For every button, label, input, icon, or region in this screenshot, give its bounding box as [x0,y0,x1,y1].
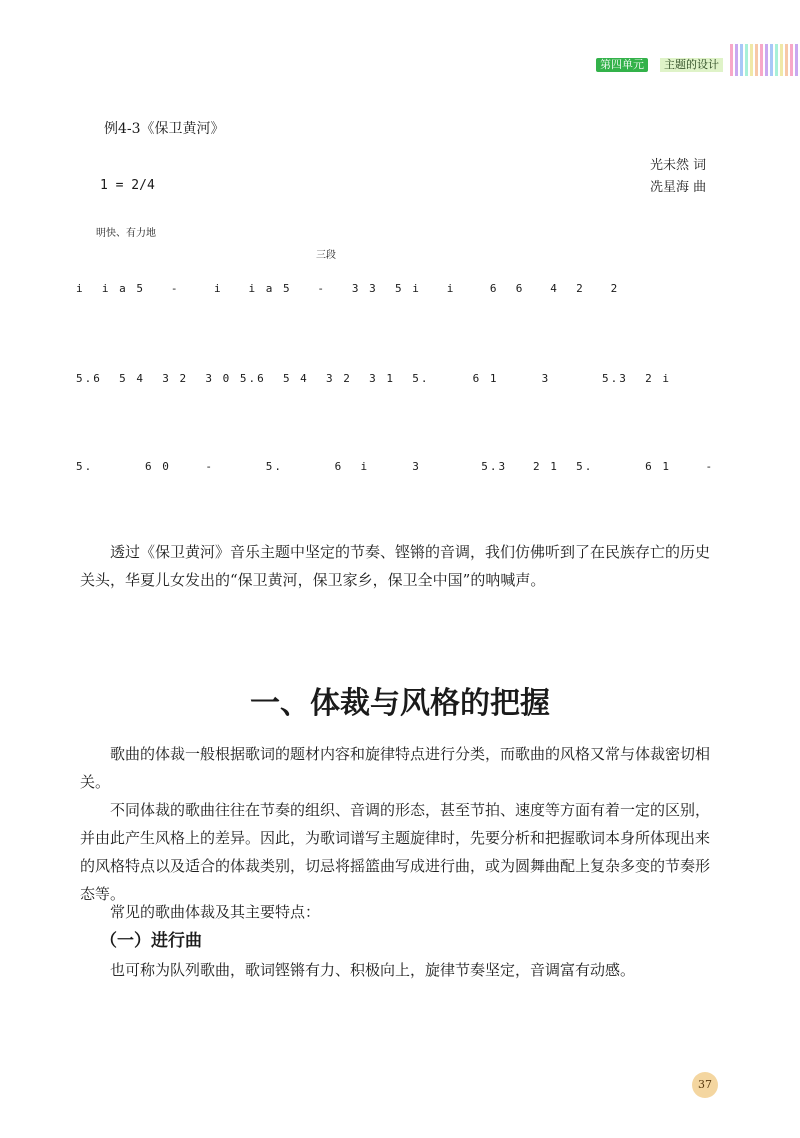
unit-tag: 第四单元 [596,58,648,72]
header-stripe [745,44,748,76]
header-stripe [795,44,798,76]
subheading: （一）进行曲 [100,931,202,951]
lyricist-credit: 光未然 词 [650,158,707,173]
tempo-marking: 明快、有力地 [96,228,156,239]
paragraph-4: 也可称为队列歌曲，歌词铿锵有力、积极向上，旋律节奏坚定，音调富有动感。 [110,961,636,979]
header-stripe [790,44,793,76]
header-stripe [760,44,763,76]
score-annotation: 三段 [316,250,336,261]
header-stripe [730,44,733,76]
paragraph-3: 常见的歌曲体裁及其主要特点： [110,903,321,921]
header-stripe [750,44,753,76]
intro-paragraph: 透过《保卫黄河》音乐主题中坚定的节奏、铿锵的音调，我们仿佛听到了在民族存亡的历史关头，华夏儿女发出的“保卫黄河，保卫家乡，保卫全中国”的呐喊声。 [80,543,711,589]
header-stripe [740,44,743,76]
score-line-1: i i a 5 - i i a 5 - 3 3 5 i i 6 6 4 2 2 [76,282,620,295]
header-stripe [785,44,788,76]
header-stripe [775,44,778,76]
score-line-2: 5.6 5 4 3 2 3 0 5.6 5 4 3 2 3 1 5. 6 1 3 5.3 2 i [76,372,671,385]
header-stripe [780,44,783,76]
example-label: 例4-3《保卫黄河》 [104,121,225,137]
paragraph-1: 歌曲的体裁一般根据歌词的题材内容和旋律特点进行分类，而歌曲的风格又常与体裁密切相关。 [80,745,711,791]
composer-credit: 冼星海 曲 [650,180,707,195]
header-stripe [755,44,758,76]
header-stripe [735,44,738,76]
score-line-3: 5. 6 0 - 5. 6 i 3 5.3 2 1 5. 6 1 - [76,460,715,473]
paragraph-2: 不同体裁的歌曲往往在节奏的组织、音调的形态，甚至节拍、速度等方面有着一定的区别，并由此产生风格上的差异。因此，为歌词谱写主题旋律时，先要分析和把握歌词本身所体现出来的风格特点以及适合的体裁类别，切忌将摇篮曲写成进行曲，或为圆舞曲配上复杂多变的节奏形态等。 [80,801,711,903]
page-number: 37 [692,1072,718,1098]
unit-title: 主题的设计 [660,58,723,72]
header-stripe [765,44,768,76]
section-heading: 一、体裁与风格的把握 [250,686,550,721]
header-stripe [770,44,773,76]
time-signature: 1 = 2/4 [100,178,155,193]
